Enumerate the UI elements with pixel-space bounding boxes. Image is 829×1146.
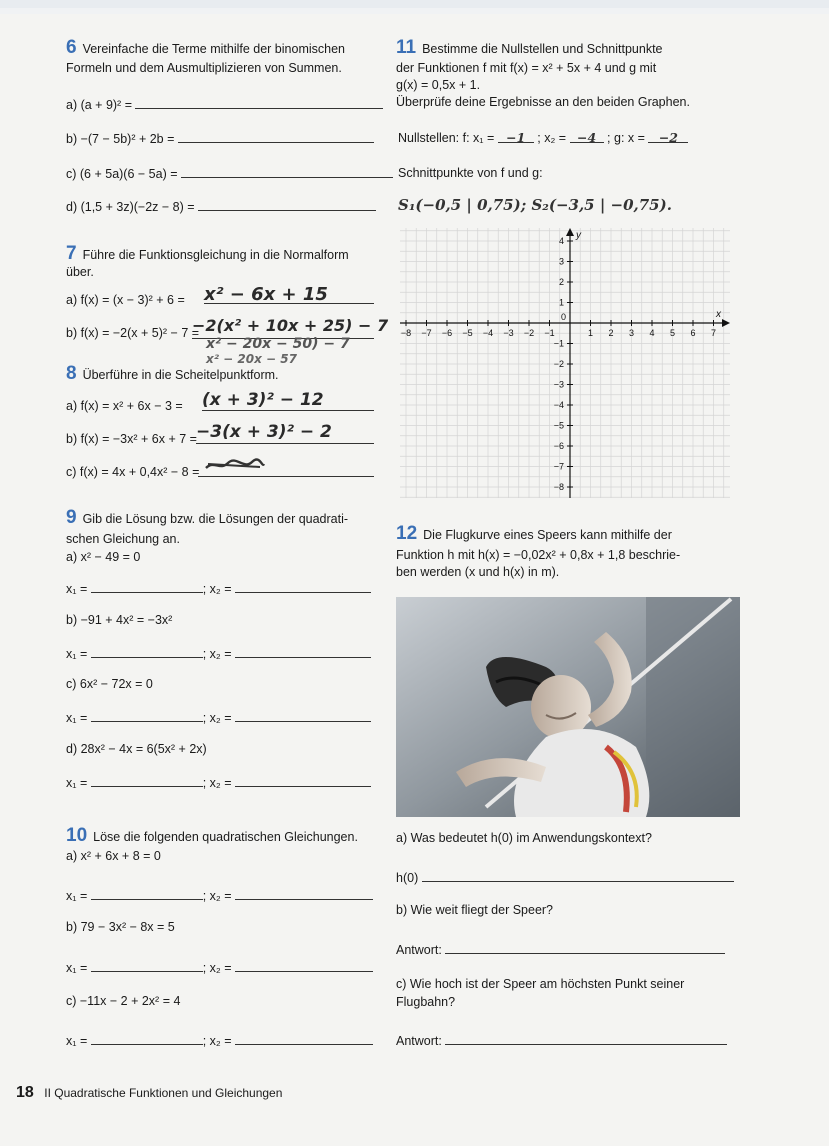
x-tick-label: −6 (441, 328, 453, 338)
ex6-title (66, 37, 345, 58)
ex12-question-a: a) Was bedeutet h(0) im Anwendungskontext? (396, 831, 652, 845)
ex9-a-x1-label: x₁ = (66, 582, 88, 596)
ex10-a-x1-answer[interactable] (91, 887, 203, 900)
ex7-b-answer-2[interactable]: x² − 20x − 50) − 7 (206, 336, 350, 352)
ex9-c-x1-answer[interactable] (91, 709, 203, 722)
x-tick-label: −4 (482, 328, 494, 338)
ex9-c-solution (66, 709, 371, 726)
ex7-title (66, 243, 349, 264)
ex11-title-line2: der Funktionen f mit f(x) = x² + 5x + 4 und g mit (396, 61, 657, 75)
ex10-b-x2-label: ; x₂ = (202, 961, 232, 975)
ex12-a-answer[interactable] (422, 869, 734, 882)
coordinate-grid (400, 228, 730, 498)
ex10-a-solution (66, 887, 373, 904)
ex9-title-line2: schen Gleichung an. (66, 532, 180, 546)
ex11-g-label: ; g: x = (607, 131, 645, 145)
ex8-c-scribble[interactable] (204, 458, 266, 472)
ex9-d-x1-answer[interactable] (91, 774, 203, 787)
ex10-b-x1-label: x₁ = (66, 961, 88, 975)
ex11-x1-answer[interactable]: −1 (498, 130, 534, 143)
x-axis-label: x (716, 309, 721, 320)
ex9-d-x2-label: ; x₂ = (202, 776, 232, 790)
ex6-c (66, 165, 393, 182)
x-tick-label: −1 (544, 328, 555, 338)
ex6-d-answer[interactable] (198, 198, 376, 211)
ex10-title-text: Löse die folgenden quadratischen Gleichungen. (93, 830, 358, 844)
y-tick-label: −1 (553, 338, 564, 349)
ex10-b-x2-answer[interactable] (235, 959, 373, 972)
ex7-title-line1: Führe die Funktionsgleichung in die Normalform (82, 248, 349, 262)
ex6-c-answer[interactable] (181, 165, 393, 178)
y-tick-label: 1 (558, 297, 564, 308)
ex9-c: c) 6x² − 72x = 0 (66, 677, 153, 691)
ex11-g-answer[interactable]: −2 (648, 130, 688, 143)
ex10-a-x1-label: x₁ = (66, 889, 88, 903)
ex8-title-text: Überführe in die Scheitelpunktform. (82, 368, 279, 382)
ex9-c-x2-label: ; x₂ = (202, 711, 232, 725)
x-tick-label: 1 (587, 328, 594, 338)
ex6-c-text: c) (6 + 5a)(6 − 5a) = (66, 167, 178, 181)
ex8-b (66, 431, 197, 447)
y-tick-label: −5 (553, 420, 564, 431)
y-axis-arrow (566, 228, 574, 236)
ex11-title-line3: g(x) = 0,5x + 1. (396, 78, 481, 92)
ex8-b-text: b) f(x) = −3x² + 6x + 7 = (66, 432, 197, 446)
ex9-title-line1: Gib die Lösung bzw. die Lösungen der quadrati- (82, 512, 349, 526)
ex12-title-line2: Funktion h mit h(x) = −0,02x² + 0,8x + 1,8 beschrie- (396, 548, 681, 562)
ex12-question-c-line1: c) Wie hoch ist der Speer am höchsten Punkt seiner (396, 977, 685, 991)
ex8-b-line (196, 443, 374, 444)
top-band-2 (0, 8, 829, 14)
ex10-b: b) 79 − 3x² − 8x = 5 (66, 920, 175, 934)
ex8-a-line (202, 410, 374, 411)
top-band (0, 0, 829, 8)
ex10-title (66, 825, 358, 846)
ex6-a (66, 96, 383, 113)
ex7-a (66, 292, 185, 308)
ex11-title-line4: Überprüfe deine Ergebnisse an den beiden Graphen. (396, 95, 690, 109)
x-tick-label: −5 (462, 328, 473, 338)
ex12-h0-label: h(0) (396, 871, 419, 885)
ex9-a: a) x² − 49 = 0 (66, 550, 141, 564)
ex9-d-x2-answer[interactable] (235, 774, 371, 787)
ex10-c-x1-label: x₁ = (66, 1034, 88, 1048)
ex9-c-x2-answer[interactable] (235, 709, 371, 722)
chapter-title: II Quadratische Funktionen und Gleichungen (44, 1086, 283, 1100)
ex12-title-line1: Die Flugkurve eines Speers kann mithilfe der (423, 528, 672, 542)
ex12-b-antwort-label: Antwort: (396, 943, 442, 957)
ex12-b-answer[interactable] (445, 941, 725, 954)
ex9-d: d) 28x² − 4x = 6(5x² + 2x) (66, 742, 207, 756)
ex7-a-answer[interactable]: x² − 6x + 15 (204, 284, 328, 305)
ex8-a (66, 398, 183, 414)
ex10-b-x1-answer[interactable] (91, 959, 203, 972)
ex6-b (66, 130, 374, 147)
ex8-a-text: a) f(x) = x² + 6x − 3 = (66, 399, 183, 413)
x-tick-label: −3 (503, 328, 514, 338)
ex6-title-line2: Formeln und dem Ausmultiplizieren von Summen. (66, 61, 342, 75)
ex9-b-solution (66, 645, 371, 662)
ex10-a-x2-label: ; x₂ = (202, 889, 232, 903)
javelin-photo (396, 597, 740, 817)
ex11-nullstellen (398, 130, 688, 146)
ex12-h0 (396, 869, 734, 886)
y-tick-label: −4 (553, 400, 564, 410)
y-tick-label: 4 (558, 236, 564, 246)
ex12-c-answer[interactable] (445, 1032, 727, 1045)
ex9-d-x1-label: x₁ = (66, 776, 88, 790)
ex11-nullstellen-label: Nullstellen: f: x₁ = (398, 131, 495, 145)
y-axis-label: y (576, 230, 581, 241)
page-number: 18 (16, 1084, 34, 1101)
y-tick-label: 3 (558, 256, 564, 267)
ex9-c-x1-label: x₁ = (66, 711, 88, 725)
ex11-x2-answer[interactable]: −4 (570, 130, 604, 143)
x-tick-label: 4 (649, 328, 655, 338)
ex11-title (396, 37, 663, 58)
ex6-number: 6 (66, 37, 77, 58)
ex6-title-line1: Vereinfache die Terme mithilfe der binomischen (82, 42, 345, 56)
ex11-title-line1: Bestimme die Nullstellen und Schnittpunkte (422, 42, 663, 56)
ex6-a-answer[interactable] (135, 96, 383, 109)
ex7-b-text: b) f(x) = −2(x + 5)² − 7 = (66, 326, 200, 340)
ex9-d-solution (66, 774, 371, 791)
ex12-question-c-line2: Flugbahn? (396, 995, 456, 1009)
ex7-b-answer[interactable]: −2(x² + 10x + 25) − 7 (192, 316, 389, 335)
ex8-c (66, 464, 199, 480)
ex9-a-solution (66, 580, 371, 597)
ex12-c-antwort-label: Antwort: (396, 1034, 442, 1048)
y-tick-label: −2 (553, 359, 564, 369)
ex9-b-x1-answer[interactable] (91, 645, 203, 658)
scribble-icon (204, 458, 266, 472)
ex7-title-line2: über. (66, 265, 94, 279)
x-tick-label: 7 (710, 328, 717, 338)
ex8-b-answer[interactable]: −3(x + 3)² − 2 (196, 422, 332, 442)
ex9-a-x1-answer[interactable] (91, 580, 203, 593)
x-tick-label: 6 (690, 328, 696, 338)
ex10-a: a) x² + 6x + 8 = 0 (66, 849, 161, 863)
ex9-b-x1-label: x₁ = (66, 647, 88, 661)
ex10-a-x2-answer[interactable] (235, 887, 373, 900)
ex10-c-solution (66, 1032, 373, 1049)
ex11-x2-label: ; x₂ = (537, 131, 567, 145)
ex12-b-antwort (396, 941, 725, 958)
ex12-title-line3: ben werden (x und h(x) in m). (396, 565, 560, 579)
x-tick-label: −2 (523, 328, 535, 338)
ex11-schnitt: Schnittpunkte von f und g: (398, 166, 543, 180)
ex9-a-x2-answer[interactable] (235, 580, 371, 593)
ex10-c-x2-answer[interactable] (235, 1032, 373, 1045)
x-tick-label: 5 (669, 328, 676, 338)
ex12-c-antwort (396, 1032, 727, 1049)
y-tick-label: −3 (553, 379, 564, 390)
ex10-b-solution (66, 959, 373, 976)
ex6-b-text: b) −(7 − 5b)² + 2b = (66, 132, 175, 146)
ex8-title (66, 363, 279, 384)
y-tick-label: −7 (553, 461, 564, 472)
ex12-question-b: b) Wie weit fliegt der Speer? (396, 903, 554, 917)
x-tick-label: −7 (421, 328, 432, 338)
ex8-c-text: c) f(x) = 4x + 0,4x² − 8 = (66, 465, 200, 479)
ex12-number: 12 (396, 523, 418, 544)
x-tick-label: 3 (628, 328, 635, 338)
ex8-c-line (198, 476, 374, 477)
y-tick-label: −6 (553, 441, 564, 451)
y-tick-label: 2 (558, 277, 564, 287)
x-tick-label: −8 (400, 328, 412, 338)
ex8-a-answer[interactable]: (x + 3)² − 12 (202, 390, 324, 410)
ex9-b-x2-answer[interactable] (235, 645, 371, 658)
ex11-schnitt-answer[interactable]: S₁(−0,5 | 0,75); S₂(−3,5 | −0,75). (398, 196, 672, 214)
ex8-number: 8 (66, 363, 77, 384)
ex7-b (66, 325, 199, 341)
x-tick-label: 2 (608, 328, 614, 338)
ex6-d (66, 198, 376, 215)
ex9-a-x2-label: ; x₂ = (202, 582, 232, 596)
ex9-b: b) −91 + 4x² = −3x² (66, 613, 173, 627)
ex11-number: 11 (396, 37, 417, 58)
ex7-a-line (204, 303, 374, 304)
ex10-c-x2-label: ; x₂ = (202, 1034, 232, 1048)
ex10-c-x1-answer[interactable] (91, 1032, 203, 1045)
ex9-title (66, 507, 349, 528)
ex7-number: 7 (66, 243, 77, 264)
ex6-d-text: d) (1,5 + 3z)(−2z − 8) = (66, 200, 195, 214)
ex6-b-answer[interactable] (178, 130, 374, 143)
ex7-a-text: a) f(x) = (x − 3)² + 6 = (66, 293, 185, 307)
ex7-b-answer-3[interactable]: x² − 20x − 57 (206, 352, 297, 366)
origin-label: 0 (560, 312, 566, 322)
ex10-number: 10 (66, 825, 88, 846)
ex12-title (396, 523, 672, 544)
ex9-number: 9 (66, 507, 77, 528)
ex9-b-x2-label: ; x₂ = (202, 647, 232, 661)
page-footer (16, 1084, 282, 1102)
javelin-thrower-image (396, 597, 740, 817)
x-axis-arrow (722, 319, 730, 327)
y-tick-label: −8 (553, 482, 564, 492)
ex10-c: c) −11x − 2 + 2x² = 4 (66, 994, 181, 1008)
ex6-a-text: a) (a + 9)² = (66, 98, 132, 112)
